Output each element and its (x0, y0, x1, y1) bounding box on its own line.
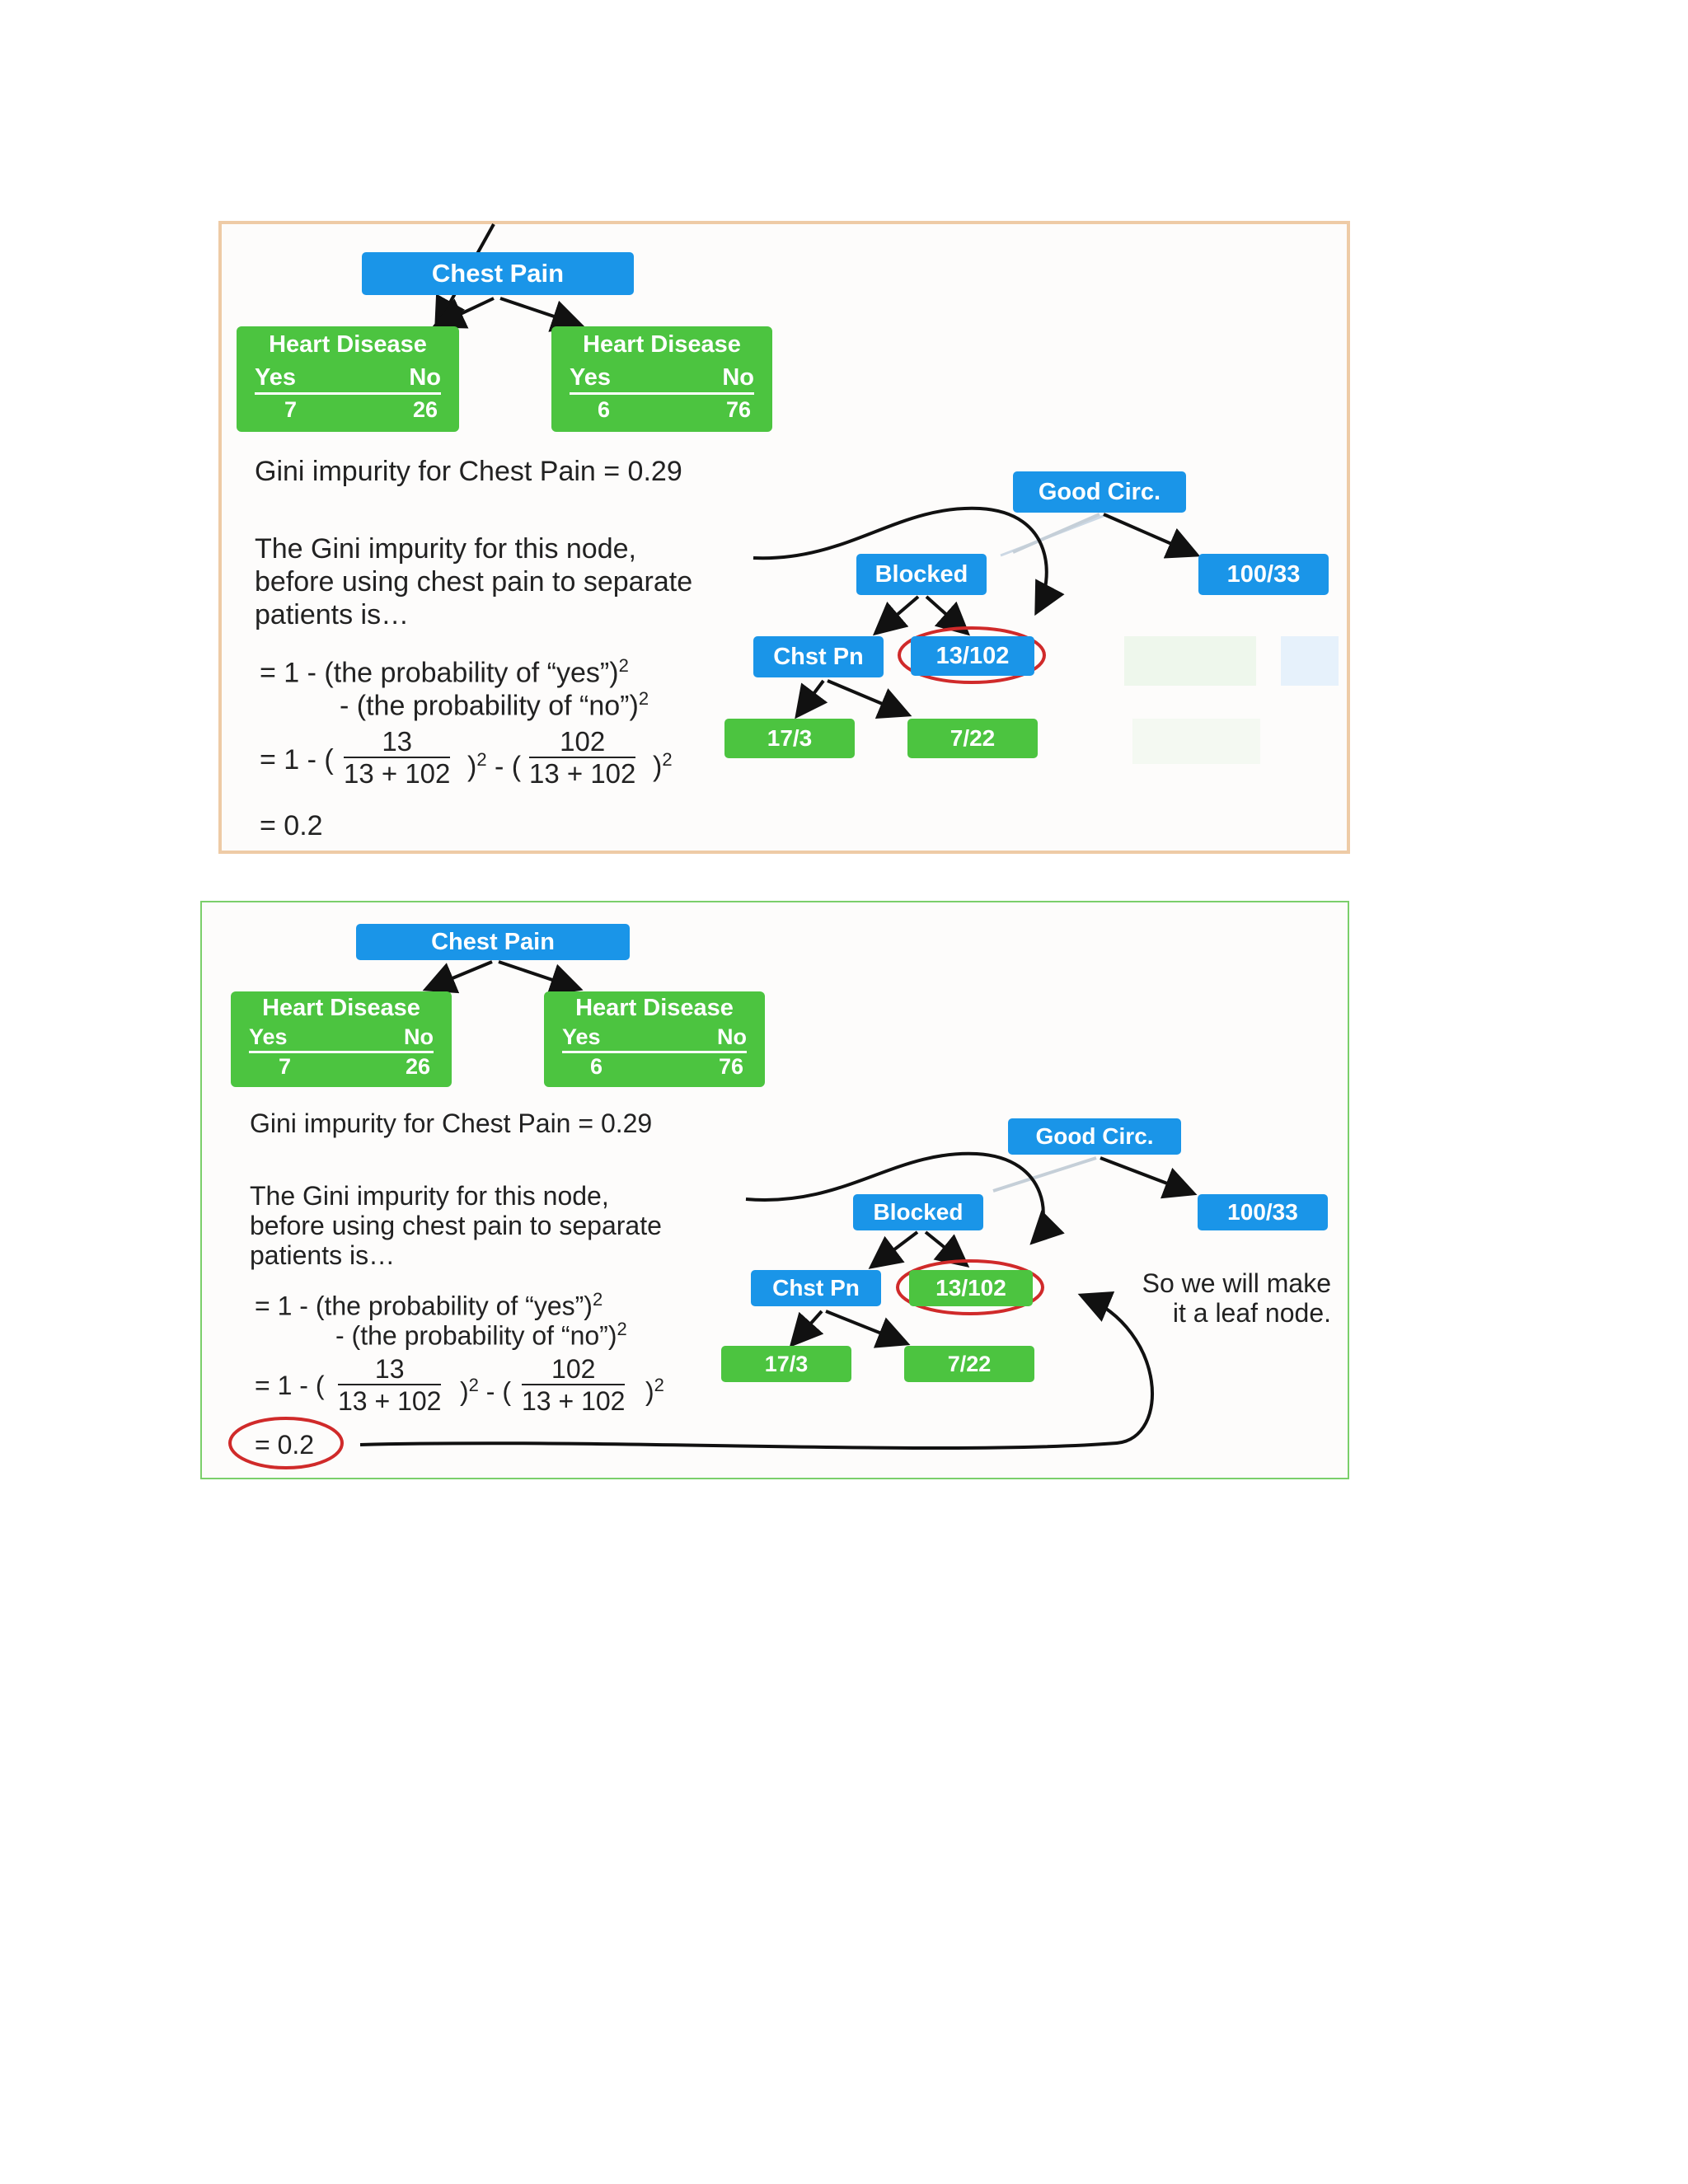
yes-count: 6 (598, 397, 611, 422)
yes-count: 6 (590, 1054, 603, 1079)
edge-goodcirc-blocked (993, 1158, 1096, 1191)
no-label: No (409, 364, 441, 391)
leaf-17-3: 17/3 (721, 1346, 851, 1382)
formula-line-2 (340, 682, 649, 722)
close-paren-2 (653, 743, 673, 783)
fraction-1 (338, 1354, 441, 1417)
slide-2 (200, 901, 1349, 1479)
numerator: 102 (529, 727, 635, 758)
no-label: No (722, 364, 754, 391)
no-label: No (404, 1024, 434, 1049)
para-line-2: before using chest pain to separate (255, 566, 693, 598)
minus-open: - ( (486, 751, 522, 783)
edge-root-left (429, 962, 492, 988)
leaf-title: Heart Disease (583, 331, 741, 358)
node-good-circ: Good Circ. (1008, 1118, 1181, 1155)
faded-leaf (1124, 636, 1256, 686)
node-blocked: Blocked (856, 554, 987, 595)
denominator: 13 + 102 (338, 1386, 442, 1416)
sup: 2 (476, 749, 487, 770)
slide-1 (218, 221, 1350, 854)
paren: ) (467, 751, 477, 783)
yes-label: Yes (562, 1024, 601, 1049)
para-line-3: patients is… (255, 599, 410, 630)
fraction-2 (529, 727, 635, 790)
denominator: 13 + 102 (344, 758, 451, 789)
para-line-1: The Gini impurity for this node, (250, 1181, 609, 1211)
root-node: Chest Pain (356, 924, 630, 960)
sup: 2 (638, 688, 649, 709)
sup: 2 (662, 749, 673, 770)
left-leaf-table (231, 991, 452, 1087)
edge-blocked-chstpn (874, 1232, 917, 1265)
formula-no: - (the probability of “no”) (335, 1320, 617, 1351)
formula-line-2 (335, 1315, 627, 1351)
right-leaf-table (551, 326, 772, 432)
paren: ) (645, 1376, 654, 1407)
sup: 2 (618, 655, 629, 676)
eq-prefix: = 1 - ( (260, 744, 334, 776)
note-line-1: So we will make (1142, 1268, 1331, 1298)
fraction-2 (522, 1354, 625, 1417)
sup: 2 (617, 1319, 627, 1339)
faded-node (1281, 636, 1339, 686)
numerator: 13 (344, 727, 450, 758)
leaf-header (255, 364, 441, 395)
no-count: 26 (405, 1054, 430, 1079)
formula-yes: = 1 - (the probability of “yes”) (260, 657, 619, 689)
sup: 2 (654, 1375, 664, 1395)
leaf-header (249, 1024, 434, 1053)
node-blocked: Blocked (853, 1194, 983, 1230)
edge-chstpn-right (826, 1311, 904, 1343)
leaf-7-22: 7/22 (904, 1346, 1034, 1382)
paren: ) (460, 1376, 469, 1407)
edge-blocked-highlight (926, 1232, 964, 1263)
note-line-2: it a leaf node. (1172, 1298, 1331, 1328)
minus-open: - ( (478, 1376, 511, 1407)
fraction-1 (344, 727, 450, 790)
yes-count: 7 (284, 397, 298, 422)
leaf-17-3: 17/3 (724, 719, 855, 758)
node-chst-pn: Chst Pn (751, 1270, 881, 1306)
yes-label: Yes (255, 364, 296, 391)
edge-blocked-highlight (926, 597, 965, 631)
edge-goodcirc-right (1100, 1158, 1191, 1193)
denominator: 13 + 102 (529, 758, 636, 789)
leaf-header (570, 364, 754, 395)
no-count: 26 (412, 397, 438, 422)
yes-count: 7 (279, 1054, 292, 1079)
close-paren (460, 1369, 511, 1408)
edge-goodcirc-right (1104, 514, 1194, 554)
para-line-2: before using chest pain to separate (250, 1211, 662, 1240)
faded-leaf-2 (1132, 719, 1260, 764)
gini-line: Gini impurity for Chest Pain = 0.29 (255, 456, 682, 487)
edge-root-right (500, 298, 579, 325)
no-count: 76 (725, 397, 751, 422)
leaf-7-22: 7/22 (907, 719, 1038, 758)
node-13-102: 13/102 (911, 636, 1034, 676)
edge-root-right (499, 962, 577, 988)
close-paren-2 (645, 1369, 664, 1408)
yes-label: Yes (570, 364, 611, 391)
para-line-3: patients is… (250, 1240, 396, 1270)
edge-goodcirc-blocked (1013, 514, 1100, 552)
edge-chstpn-left (799, 681, 823, 714)
leaf-title: Heart Disease (575, 995, 734, 1021)
sup: 2 (468, 1375, 479, 1395)
para-line-1: The Gini impurity for this node, (255, 533, 636, 565)
leaf-header (562, 1024, 747, 1053)
numerator: 102 (522, 1354, 625, 1385)
node-100-33: 100/33 (1198, 1194, 1328, 1230)
left-leaf-table (237, 326, 459, 432)
paren: ) (653, 751, 663, 783)
yes-label: Yes (249, 1024, 288, 1049)
no-label: No (717, 1024, 747, 1049)
numerator: 13 (338, 1354, 441, 1385)
edge-chstpn-right (828, 681, 906, 714)
leaf-title: Heart Disease (262, 995, 420, 1021)
leaf-title: Heart Disease (269, 331, 427, 358)
denominator: 13 + 102 (522, 1386, 626, 1416)
formula-no: - (the probability of “no”) (340, 690, 639, 722)
node-13-102: 13/102 (909, 1270, 1033, 1306)
result: = 0.2 (255, 1430, 315, 1460)
edge-chstpn-left (794, 1311, 822, 1343)
root-node: Chest Pain (362, 252, 634, 295)
node-chst-pn: Chst Pn (753, 636, 884, 677)
no-count: 76 (718, 1054, 743, 1079)
gini-line: Gini impurity for Chest Pain = 0.29 (250, 1108, 653, 1138)
formula-yes: = 1 - (the probability of “yes”) (255, 1291, 593, 1321)
right-leaf-table (544, 991, 765, 1087)
node-good-circ: Good Circ. (1013, 471, 1186, 513)
close-paren (467, 743, 521, 783)
sup: 2 (592, 1289, 603, 1310)
edge-blocked-chstpn (878, 597, 918, 631)
eq-prefix: = 1 - ( (255, 1371, 325, 1400)
result: = 0.2 (260, 810, 323, 841)
node-100-33: 100/33 (1198, 554, 1329, 595)
